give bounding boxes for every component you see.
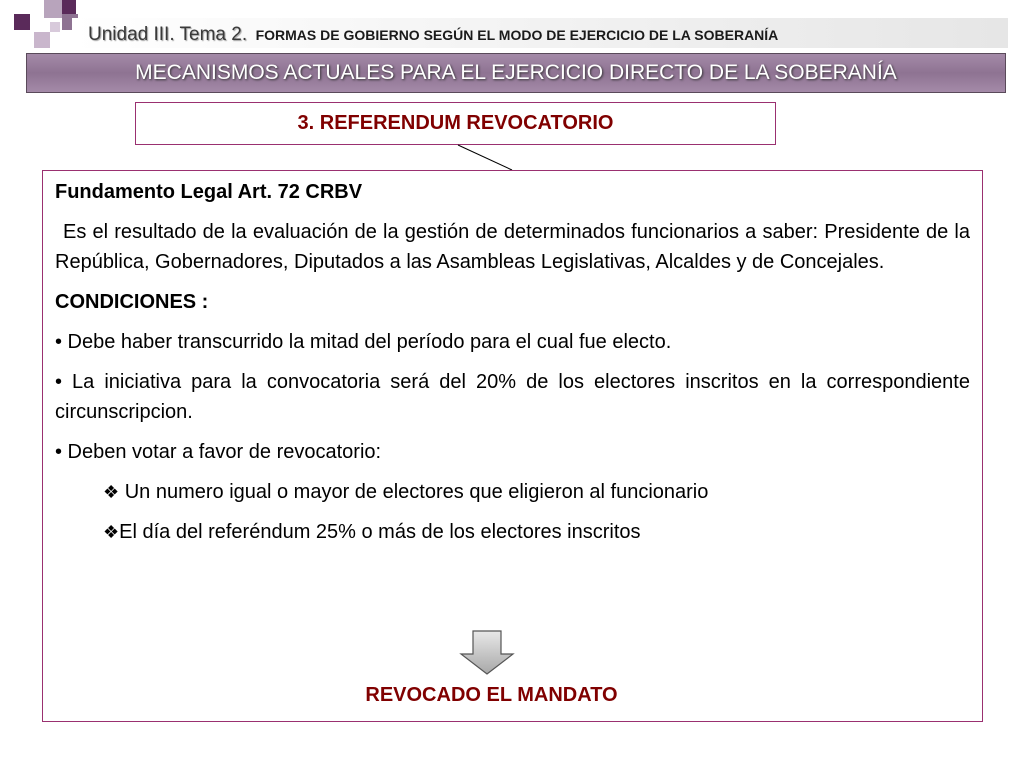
sub-condition-text: Un numero igual o mayor de electores que eligieron al funcionario: [119, 481, 709, 503]
description: Es el resultado de la evaluación de la gestión de determinados funcionarios a saber: Presidente de la República, Gobernadores, Diputados a las Asambleas Legislativas, Alcaldes y de Concejales.: [55, 221, 970, 273]
legal-basis: Fundamento Legal Art. 72 CRBV: [55, 181, 363, 203]
result-label: REVOCADO EL MANDATO: [365, 684, 618, 706]
down-arrow-icon: [459, 630, 515, 676]
condition-item: • Deben votar a favor de revocatorio:: [55, 441, 382, 463]
diamond-bullet-icon: ❖: [103, 482, 120, 502]
sub-condition-item: [55, 517, 970, 547]
topic-label: FORMAS DE GOBIERNO SEGÚN EL MODO DE EJERCICIO DE LA SOBERANÍA: [255, 27, 779, 43]
condition-item: • Debe haber transcurrido la mitad del período para el cual fue electo.: [55, 331, 672, 353]
page-title: MECANISMOS ACTUALES PARA EL EJERCICIO DIRECTO DE LA SOBERANÍA: [26, 53, 1006, 93]
diamond-bullet-icon: ❖: [103, 522, 120, 542]
sub-condition-text: El día del referéndum 25% o más de los electores inscritos: [119, 521, 641, 543]
condition-item: • La iniciativa para la convocatoria será del 20% de los electores inscritos en la correspondiente circunscripcion.: [55, 371, 970, 423]
unit-label: Unidad III. Tema 2.: [88, 24, 248, 45]
sub-condition-item: [55, 477, 970, 507]
conditions-heading: CONDICIONES :: [55, 291, 209, 313]
section-title: 3. REFERENDUM REVOCATORIO: [135, 102, 776, 145]
